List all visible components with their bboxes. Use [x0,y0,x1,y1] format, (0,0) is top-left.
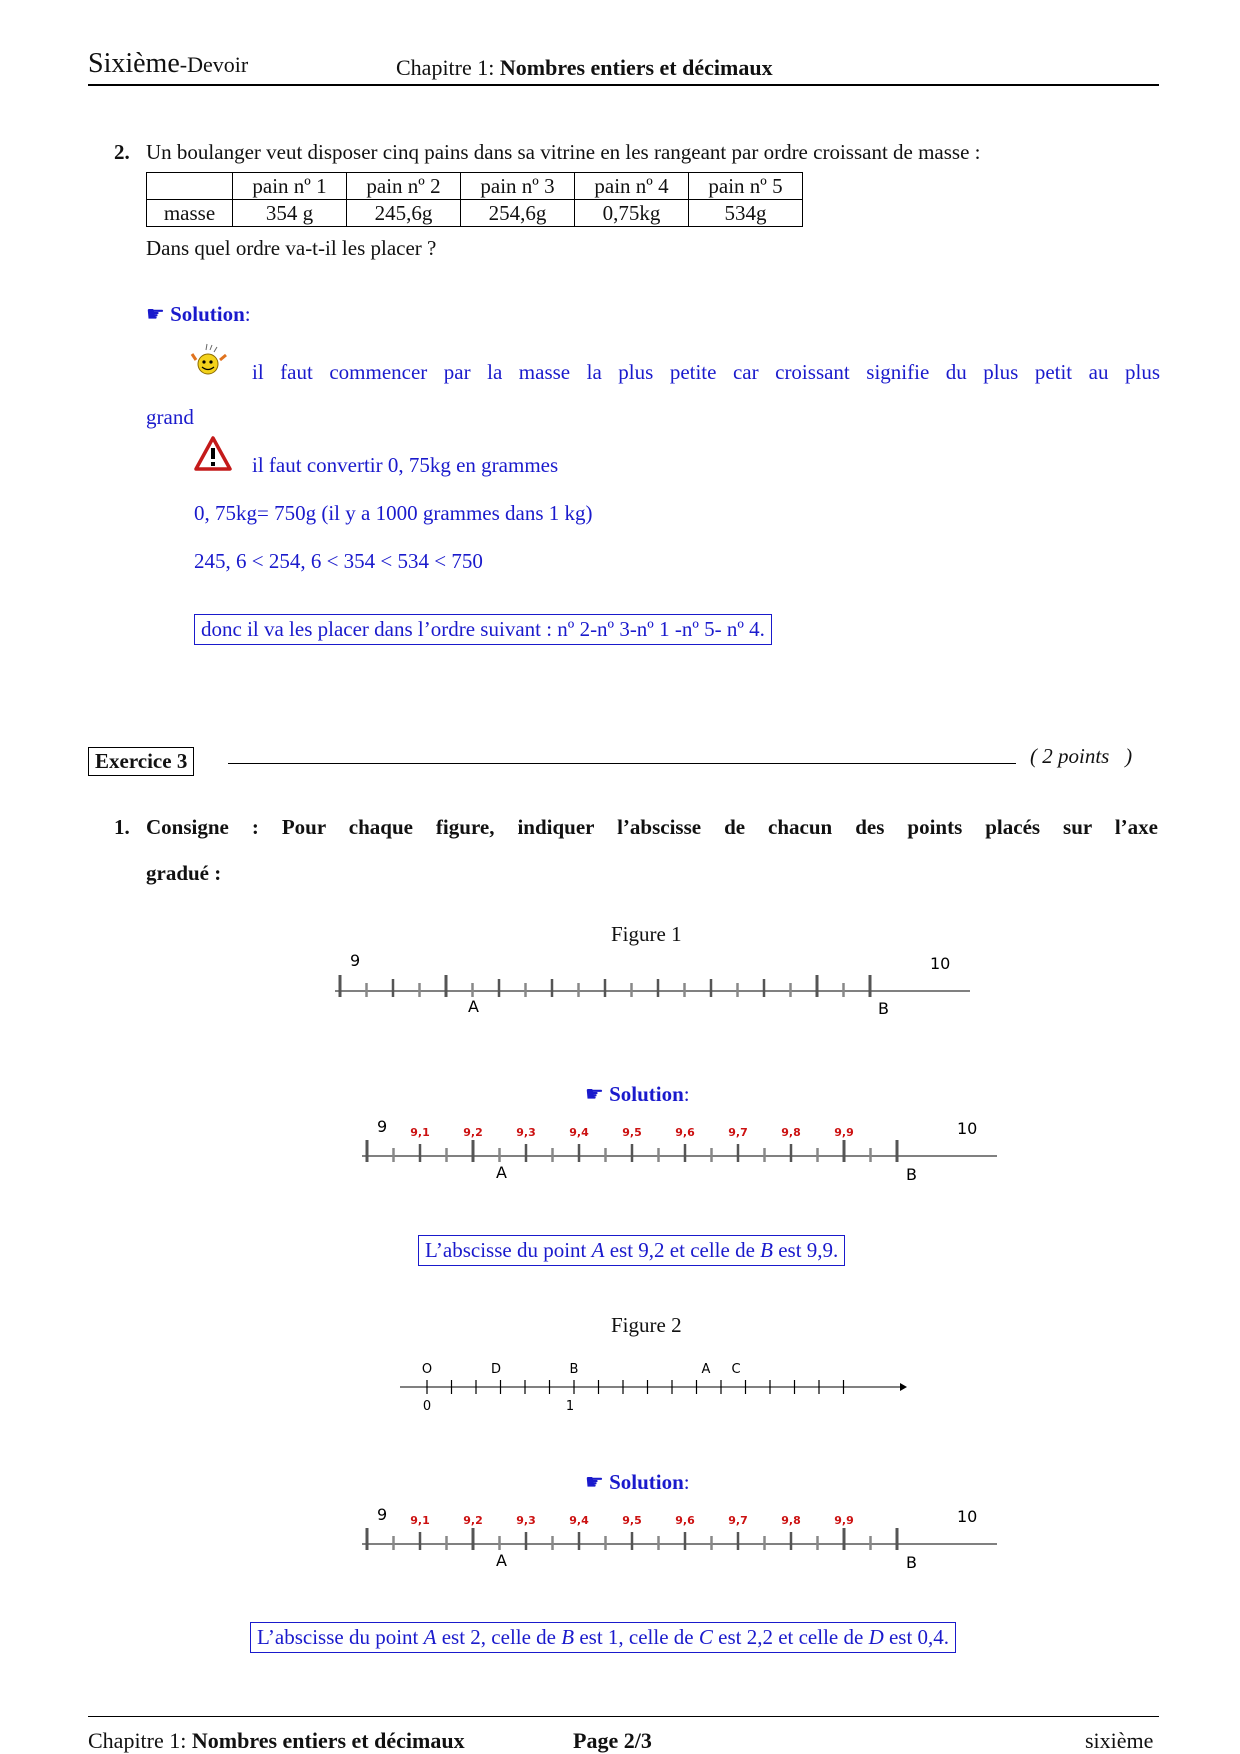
answer-box-2: L’abscisse du point A est 9,2 et celle de B est 9,9. [418,1235,845,1266]
header-left [88,48,248,80]
tick-value-label: 9,6 [675,1126,695,1139]
figure-1-axis [330,945,970,1025]
solution-3-axis [357,1498,997,1578]
q2-number: 2. [114,140,130,164]
axis-arrow-icon [900,1383,907,1391]
tick-value-label: 9,4 [569,1126,589,1139]
solution-heading-2: ☛ Solution: [585,1082,690,1106]
tick-value-label: 9,7 [728,1514,748,1527]
point-b-label: B [569,1362,579,1377]
solution-line-2: il faut convertir 0, 75kg en grammes [252,453,559,477]
axis-zero-label: 0 [422,1399,432,1414]
tick-value-label: 9,5 [622,1126,642,1139]
point-c-label: C [731,1362,741,1377]
table-cell: 245,6g [347,200,461,227]
tick-value-label: 9,3 [516,1126,536,1139]
footer-chapter: Chapitre 1: Nombres entiers et décimaux [88,1728,465,1753]
point-a-label: A [496,1551,507,1570]
tick-value-label: 9,8 [781,1514,801,1527]
mass-table [146,172,803,227]
footer-page: Page 2/3 [573,1728,652,1753]
q2-question: Dans quel ordre va-t-il les placer ? [146,236,437,260]
pointing-hand-icon: ☛ [146,302,165,326]
table-header: pain nº 2 [347,173,461,200]
table-header: pain nº 4 [575,173,689,200]
header-level: Sixième [88,48,180,79]
solution-heading-1: ☛ Solution: [146,302,251,326]
figure-2-axis [395,1355,915,1415]
tick-value-label: 9,4 [569,1514,589,1527]
warning-icon [194,436,232,472]
point-b-label: B [906,1165,917,1184]
axis-end-label: 10 [957,1119,978,1138]
table-header: pain nº 3 [461,173,575,200]
table-corner [147,173,233,200]
solution-2-axis [357,1110,997,1190]
table-row-label: masse [147,200,233,227]
table-cell: 534g [689,200,803,227]
header-kind: -Devoir [179,52,249,77]
exercise-title: Exercice 3 [88,747,194,776]
header-rule [88,84,1159,86]
figure-2-title: Figure 2 [611,1313,682,1337]
solution-line-3: 0, 75kg= 750g (il y a 1000 grammes dans 1 kg) [194,501,593,525]
point-a-label: A [496,1163,507,1182]
q1-instruction: Consigne : Pour chaque figure, indiquer l’abscisse de chacun des points placés sur l’axe [146,815,1158,839]
point-a-label: A [701,1362,711,1377]
tick-value-label: 9,3 [516,1514,536,1527]
point-b-label: B [878,999,889,1018]
axis-start-label: 9 [377,1505,388,1524]
tick-value-label: 9,1 [410,1126,430,1139]
tick-value-label: 9,1 [410,1514,430,1527]
header-chapter-prefix: Chapitre 1: [396,55,495,80]
axis-start-label: 9 [350,951,361,970]
axis-end-label: 10 [930,954,951,973]
header-chapter [396,55,773,81]
figure-1-title: Figure 1 [611,922,682,946]
tick-value-label: 9,5 [622,1514,642,1527]
table-row [147,200,803,227]
exercise-points: ( 2 points ) [1030,744,1133,768]
exercise-rule [228,763,1016,764]
point-a-label: A [468,997,479,1016]
solution-line-4: 245, 6 < 254, 6 < 354 < 534 < 750 [194,549,483,573]
solution-line-1b: grand [146,405,194,429]
pointing-hand-icon: ☛ [585,1470,604,1494]
footer-level: sixième [1085,1728,1154,1753]
answer-box-3: L’abscisse du point A est 2, celle de B est 1, celle de C est 2,2 et celle de D est 0,4. [250,1622,956,1653]
pointing-hand-icon: ☛ [585,1082,604,1106]
solution-line-1: il faut commencer par la masse la plus petite car croissant signifie du plus petit au plus [252,360,1160,384]
smiley-icon [190,342,230,382]
point-b-label: B [906,1553,917,1572]
tick-value-label: 9,6 [675,1514,695,1527]
tick-value-label: 9,2 [463,1126,483,1139]
solution-heading-3: ☛ Solution: [585,1470,690,1494]
q2-text: Un boulanger veut disposer cinq pains dans sa vitrine en les rangeant par ordre croissant de masse : [146,140,981,164]
table-row [147,173,803,200]
tick-value-label: 9,9 [834,1514,854,1527]
point-d-label: D [490,1362,502,1377]
footer-rule [88,1716,1159,1717]
tick-value-label: 9,8 [781,1126,801,1139]
q1-instruction-end: gradué : [146,861,222,885]
table-header: pain nº 1 [233,173,347,200]
table-cell: 0,75kg [575,200,689,227]
table-header: pain nº 5 [689,173,803,200]
table-cell: 354 g [233,200,347,227]
answer-box-1: donc il va les placer dans l’ordre suivant : nº 2-nº 3-nº 1 -nº 5- nº 4. [194,614,772,645]
axis-one-label: 1 [565,1399,575,1414]
tick-value-label: 9,9 [834,1126,854,1139]
axis-start-label: 9 [377,1117,388,1136]
tick-value-label: 9,2 [463,1514,483,1527]
axis-end-label: 10 [957,1507,978,1526]
point-o-label: O [421,1362,433,1377]
header-chapter-title: Nombres entiers et décimaux [499,55,773,80]
tick-value-label: 9,7 [728,1126,748,1139]
q1-number: 1. [114,815,130,839]
table-cell: 254,6g [461,200,575,227]
